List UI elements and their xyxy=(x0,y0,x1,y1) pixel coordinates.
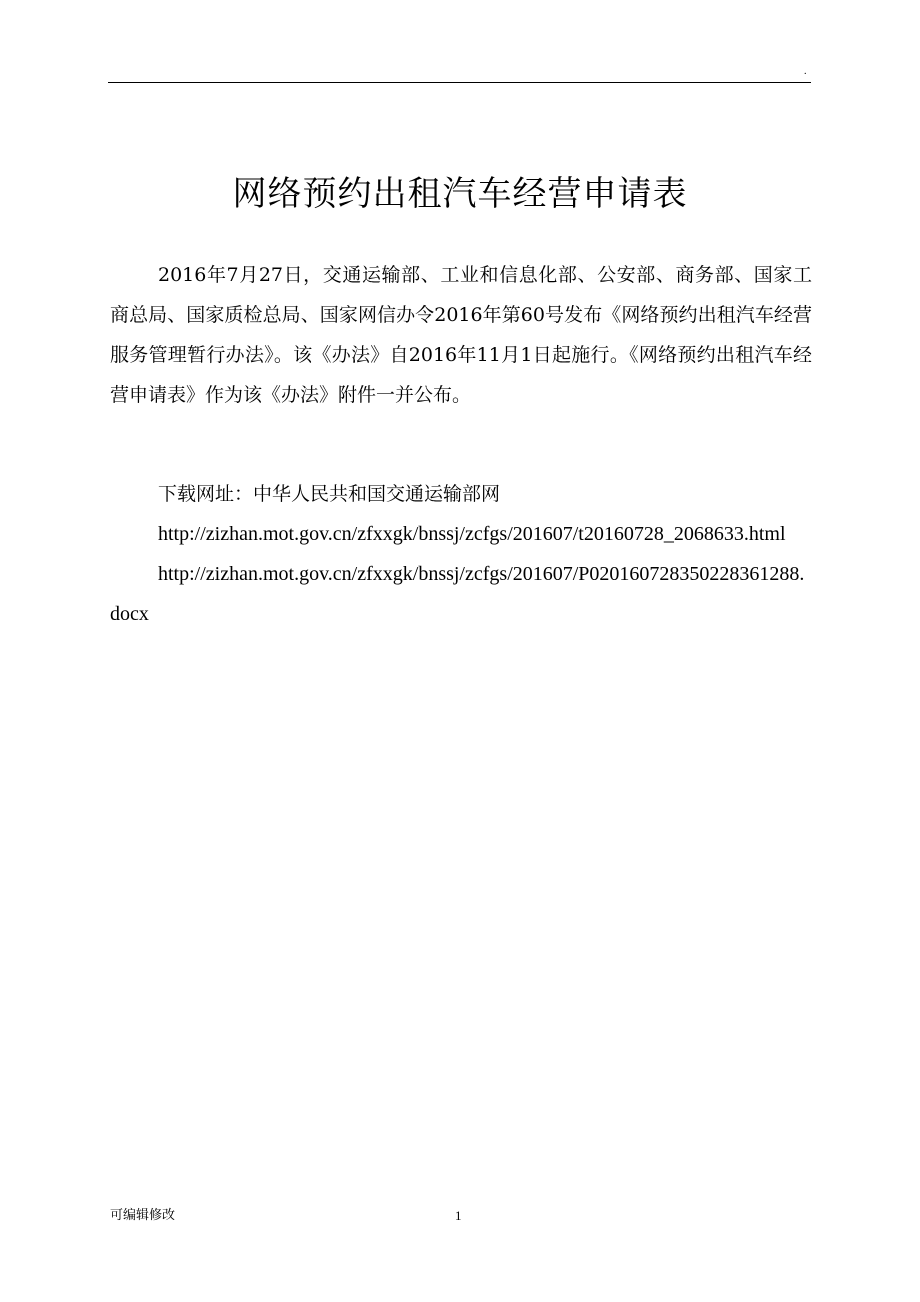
download-url-html[interactable]: http://zizhan.mot.gov.cn/zfxxgk/bnssj/zcfgs/201607/t20160728_2068633.html xyxy=(158,523,786,545)
body-paragraph: 2016年7月27日，交通运输部、工业和信息化部、公安部、商务部、国家工商总局、国家质检总局、国家网信办令2016年第60号发布《网络预约出租汽车经营服务管理暂行办法》。该《办法》自2016年11月1日起施行。《网络预约出租汽车经营申请表》作为该《办法》附件一并公布。 xyxy=(110,264,812,406)
download-label: 下载网址：中华人民共和国交通运输部网 xyxy=(158,483,501,505)
header-rule xyxy=(108,82,811,83)
footer-editable-note: 可编辑修改 xyxy=(110,1208,176,1223)
document-title: 网络预约出租汽车经营申请表 xyxy=(232,174,688,214)
download-url-docx[interactable]: http://zizhan.mot.gov.cn/zfxxgk/bnssj/zcfgs/201607/P020160728350228361288.docx xyxy=(110,563,805,625)
page-number: 1 xyxy=(455,1208,462,1223)
header-mark: . xyxy=(804,66,807,77)
download-section xyxy=(110,474,812,634)
